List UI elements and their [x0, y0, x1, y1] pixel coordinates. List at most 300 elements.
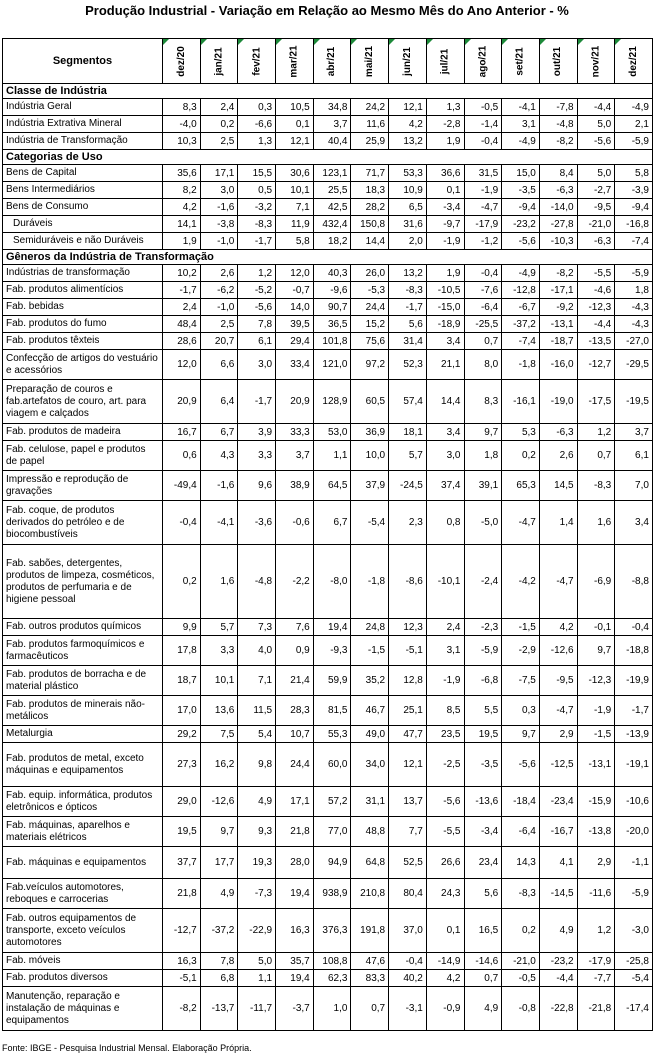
value-cell: 9,8 [238, 743, 276, 787]
value-cell: -12,6 [539, 636, 577, 666]
value-cell: -49,4 [163, 471, 201, 501]
value-cell: 7,5 [200, 726, 238, 743]
value-cell: -2,4 [464, 545, 502, 619]
value-cell: 16,2 [200, 743, 238, 787]
value-cell: -7,4 [502, 333, 540, 350]
value-cell: 3,1 [426, 636, 464, 666]
value-cell: 5,0 [577, 165, 615, 182]
value-cell: -4,4 [577, 316, 615, 333]
segment-label: Indústria de Transformação [3, 133, 163, 150]
value-cell: 8,3 [163, 99, 201, 116]
value-cell: 6,7 [313, 501, 351, 545]
value-cell: -9,4 [502, 199, 540, 216]
value-cell: 1,9 [426, 133, 464, 150]
value-cell: 3,9 [238, 424, 276, 441]
value-cell: 0,5 [238, 182, 276, 199]
table-row [3, 847, 653, 879]
value-cell: 40,4 [313, 133, 351, 150]
value-cell: 7,8 [200, 953, 238, 970]
month-label: fev/21 [251, 46, 263, 76]
value-cell: 14,0 [276, 299, 314, 316]
value-cell: -23,2 [539, 953, 577, 970]
value-cell: 14,4 [426, 380, 464, 424]
value-cell: 28,0 [276, 847, 314, 879]
value-cell: -1,0 [200, 233, 238, 250]
value-cell: 13,2 [389, 133, 427, 150]
value-cell: -5,4 [351, 501, 389, 545]
value-cell: 108,8 [313, 953, 351, 970]
month-header [426, 39, 464, 84]
segment-label: Fab. produtos têxteis [3, 333, 163, 350]
segment-label: Metalurgia [3, 726, 163, 743]
month-header [200, 39, 238, 84]
value-cell: 6,5 [389, 199, 427, 216]
value-cell: 2,1 [615, 116, 653, 133]
value-cell: -8,8 [615, 545, 653, 619]
value-cell: 4,1 [539, 847, 577, 879]
value-cell: 0,7 [464, 970, 502, 987]
value-cell: -8,3 [238, 216, 276, 233]
value-cell: 2,6 [539, 441, 577, 471]
value-cell: -14,9 [426, 953, 464, 970]
value-cell: 19,4 [276, 970, 314, 987]
value-cell: 13,6 [200, 696, 238, 726]
segment-label: Indústria Extrativa Mineral [3, 116, 163, 133]
value-cell: 3,3 [200, 636, 238, 666]
value-cell: -5,5 [426, 817, 464, 847]
value-cell: -4,4 [577, 99, 615, 116]
value-cell: -17,4 [615, 987, 653, 1031]
value-cell: -13,7 [200, 987, 238, 1031]
segment-label: Fab. outros equipamentos de transporte, exceto veículos automotores [3, 909, 163, 953]
value-cell: 60,0 [313, 743, 351, 787]
value-cell: -37,2 [502, 316, 540, 333]
value-cell: 0,8 [426, 501, 464, 545]
value-cell: -4,9 [502, 265, 540, 282]
value-cell: 36,5 [313, 316, 351, 333]
value-cell: 4,9 [238, 787, 276, 817]
value-cell: -5,5 [577, 265, 615, 282]
value-cell: 25,1 [389, 696, 427, 726]
value-cell: -16,8 [615, 216, 653, 233]
value-cell: 2,3 [389, 501, 427, 545]
value-cell: -3,1 [389, 987, 427, 1031]
value-cell: 9,7 [502, 726, 540, 743]
value-cell: -14,6 [464, 953, 502, 970]
value-cell: -10,5 [426, 282, 464, 299]
value-cell: 25,5 [313, 182, 351, 199]
value-cell: -1,2 [464, 233, 502, 250]
value-cell: -13,1 [539, 316, 577, 333]
value-cell: 31,5 [464, 165, 502, 182]
value-cell: -1,9 [426, 233, 464, 250]
month-header [313, 39, 351, 84]
table-row [3, 636, 653, 666]
value-cell: 18,7 [163, 666, 201, 696]
value-cell: 0,7 [577, 441, 615, 471]
value-cell: -13,1 [577, 743, 615, 787]
value-cell: 7,1 [238, 666, 276, 696]
value-cell: 10,1 [276, 182, 314, 199]
value-cell: -6,7 [502, 299, 540, 316]
value-cell: 5,0 [238, 953, 276, 970]
value-cell: 10,5 [276, 99, 314, 116]
value-cell: -4,1 [200, 501, 238, 545]
value-cell: 34,0 [351, 743, 389, 787]
value-cell: 2,4 [163, 299, 201, 316]
value-cell: 24,2 [351, 99, 389, 116]
value-cell: -6,6 [238, 116, 276, 133]
value-cell: -7,3 [238, 879, 276, 909]
value-cell: 28,2 [351, 199, 389, 216]
table-row [3, 726, 653, 743]
value-cell: 0,1 [426, 909, 464, 953]
value-cell: -5,2 [238, 282, 276, 299]
value-cell: -12,8 [502, 282, 540, 299]
value-cell: -5,9 [615, 133, 653, 150]
value-cell: 29,2 [163, 726, 201, 743]
value-cell: 90,7 [313, 299, 351, 316]
value-cell: 52,5 [389, 847, 427, 879]
value-cell: -1,7 [238, 233, 276, 250]
value-cell: 12,1 [389, 743, 427, 787]
value-cell: 19,4 [313, 619, 351, 636]
value-cell: 1,1 [238, 970, 276, 987]
value-cell: 13,2 [389, 265, 427, 282]
value-cell: 123,1 [313, 165, 351, 182]
value-cell: 8,5 [426, 696, 464, 726]
value-cell: -12,3 [577, 666, 615, 696]
value-cell: 1,6 [200, 545, 238, 619]
value-cell: -5,1 [389, 636, 427, 666]
value-cell: -12,6 [200, 787, 238, 817]
value-cell: -10,6 [615, 787, 653, 817]
value-cell: -6,3 [577, 233, 615, 250]
value-cell: 31,6 [389, 216, 427, 233]
month-label: nov/21 [590, 45, 602, 77]
value-cell: -9,3 [313, 636, 351, 666]
value-cell: 3,7 [615, 424, 653, 441]
value-cell: 21,8 [276, 817, 314, 847]
value-cell: 0,2 [502, 909, 540, 953]
value-cell: 11,6 [351, 116, 389, 133]
value-cell: -23,4 [539, 787, 577, 817]
value-cell: -9,5 [577, 199, 615, 216]
month-header [389, 39, 427, 84]
value-cell: -4,7 [464, 199, 502, 216]
value-cell: -27,8 [539, 216, 577, 233]
value-cell: -2,7 [577, 182, 615, 199]
value-cell: -12,3 [577, 299, 615, 316]
value-cell: -8,6 [389, 545, 427, 619]
segment-label: Impressão e reprodução de gravações [3, 471, 163, 501]
variation-table [2, 38, 653, 1031]
table-row [3, 299, 653, 316]
month-header [163, 39, 201, 84]
value-cell: 16,7 [163, 424, 201, 441]
value-cell: -1,7 [163, 282, 201, 299]
value-cell: 53,3 [389, 165, 427, 182]
value-cell: -1,0 [200, 299, 238, 316]
value-cell: -4,3 [615, 299, 653, 316]
value-cell: 5,6 [389, 316, 427, 333]
value-cell: 52,3 [389, 350, 427, 380]
value-cell: 2,6 [200, 265, 238, 282]
value-cell: 210,8 [351, 879, 389, 909]
value-cell: -1,7 [389, 299, 427, 316]
value-cell: 23,4 [464, 847, 502, 879]
value-cell: 15,2 [351, 316, 389, 333]
table-row [3, 216, 653, 233]
value-cell: 3,3 [238, 441, 276, 471]
table-row [3, 743, 653, 787]
value-cell: 21,4 [276, 666, 314, 696]
value-cell: 2,5 [200, 133, 238, 150]
value-cell: -5,9 [615, 265, 653, 282]
value-cell: 94,9 [313, 847, 351, 879]
page-title: Produção Industrial - Variação em Relação ao Mesmo Mês do Ano Anterior - % [85, 3, 569, 18]
value-cell: -2,5 [426, 743, 464, 787]
value-cell: -5,9 [464, 636, 502, 666]
value-cell: 9,7 [200, 817, 238, 847]
value-cell: 7,1 [276, 199, 314, 216]
value-cell: 4,3 [200, 441, 238, 471]
table-row [3, 165, 653, 182]
value-cell: 10,1 [200, 666, 238, 696]
value-cell: -8,2 [163, 987, 201, 1031]
table-row [3, 350, 653, 380]
value-cell: 42,5 [313, 199, 351, 216]
value-cell: 2,5 [200, 316, 238, 333]
value-cell: 2,4 [426, 619, 464, 636]
segment-label: Fab. outros produtos químicos [3, 619, 163, 636]
value-cell: -1,4 [464, 116, 502, 133]
segment-label: Indústrias de transformação [3, 265, 163, 282]
value-cell: 11,9 [276, 216, 314, 233]
value-cell: 3,7 [313, 116, 351, 133]
value-cell: -19,0 [539, 380, 577, 424]
value-cell: 6,1 [615, 441, 653, 471]
value-cell: -8,3 [389, 282, 427, 299]
section-title: Gêneros da Indústria de Transformação [3, 250, 653, 265]
value-cell: -0,9 [426, 987, 464, 1031]
value-cell: -21,0 [502, 953, 540, 970]
value-cell: 25,9 [351, 133, 389, 150]
value-cell: 4,0 [238, 636, 276, 666]
value-cell: 28,3 [276, 696, 314, 726]
value-cell: 39,5 [276, 316, 314, 333]
value-cell: 7,8 [238, 316, 276, 333]
value-cell: -6,2 [200, 282, 238, 299]
value-cell: 5,8 [276, 233, 314, 250]
value-cell: -1,5 [577, 726, 615, 743]
value-cell: -10,1 [426, 545, 464, 619]
value-cell: -18,9 [426, 316, 464, 333]
value-cell: 21,8 [163, 879, 201, 909]
value-cell: -1,5 [351, 636, 389, 666]
value-cell: 39,1 [464, 471, 502, 501]
value-cell: 55,3 [313, 726, 351, 743]
value-cell: -3,2 [238, 199, 276, 216]
value-cell: 48,8 [351, 817, 389, 847]
value-cell: 3,4 [426, 333, 464, 350]
value-cell: -1,8 [502, 350, 540, 380]
value-cell: 8,3 [464, 380, 502, 424]
segment-label: Fab. móveis [3, 953, 163, 970]
value-cell: 4,9 [539, 909, 577, 953]
value-cell: -1,6 [200, 471, 238, 501]
value-cell: 3,4 [615, 501, 653, 545]
value-cell: 57,2 [313, 787, 351, 817]
value-cell: -3,0 [615, 909, 653, 953]
value-cell: 19,5 [163, 817, 201, 847]
value-cell: -1,1 [615, 847, 653, 879]
value-cell: -0,5 [464, 99, 502, 116]
table-row [3, 265, 653, 282]
value-cell: 36,6 [426, 165, 464, 182]
value-cell: 18,3 [351, 182, 389, 199]
value-cell: -6,4 [502, 817, 540, 847]
value-cell: -8,3 [502, 879, 540, 909]
value-cell: 40,2 [389, 970, 427, 987]
value-cell: -14,5 [539, 879, 577, 909]
value-cell: -25,8 [615, 953, 653, 970]
table-row [3, 182, 653, 199]
value-cell: -17,1 [539, 282, 577, 299]
value-cell: 0,2 [200, 116, 238, 133]
value-cell: -13,8 [577, 817, 615, 847]
value-cell: -9,7 [426, 216, 464, 233]
value-cell: 4,2 [426, 970, 464, 987]
value-cell: -27,0 [615, 333, 653, 350]
month-header [464, 39, 502, 84]
segment-label: Fab. máquinas, aparelhos e materiais elétricos [3, 817, 163, 847]
value-cell: 6,7 [200, 424, 238, 441]
month-label: set/21 [515, 46, 527, 76]
value-cell: -3,5 [464, 743, 502, 787]
month-header [577, 39, 615, 84]
value-cell: -25,5 [464, 316, 502, 333]
value-cell: 376,3 [313, 909, 351, 953]
value-cell: 37,7 [163, 847, 201, 879]
value-cell: 48,4 [163, 316, 201, 333]
value-cell: -3,4 [426, 199, 464, 216]
value-cell: 12,3 [389, 619, 427, 636]
value-cell: -2,2 [276, 545, 314, 619]
value-cell: 7,3 [238, 619, 276, 636]
value-cell: 47,7 [389, 726, 427, 743]
value-cell: 18,1 [389, 424, 427, 441]
value-cell: 12,1 [389, 99, 427, 116]
value-cell: -5,4 [615, 970, 653, 987]
value-cell: -6,3 [539, 424, 577, 441]
value-cell: 17,7 [200, 847, 238, 879]
value-cell: 3,0 [426, 441, 464, 471]
value-cell: -10,3 [539, 233, 577, 250]
value-cell: 28,6 [163, 333, 201, 350]
value-cell: 24,3 [426, 879, 464, 909]
table-row [3, 380, 653, 424]
month-label: mai/21 [364, 45, 376, 77]
value-cell: -5,3 [351, 282, 389, 299]
segment-label: Bens de Consumo [3, 199, 163, 216]
segment-label: Fab. sabões, detergentes, produtos de limpeza, cosméticos, produtos de perfumaria e de higiene pessoal [3, 545, 163, 619]
value-cell: -4,0 [163, 116, 201, 133]
segment-label: Fab. produtos de metal, exceto máquinas e equipamentos [3, 743, 163, 787]
segment-label: Bens Intermediários [3, 182, 163, 199]
value-cell: -20,0 [615, 817, 653, 847]
value-cell: -4,8 [238, 545, 276, 619]
value-cell: -4,2 [502, 545, 540, 619]
value-cell: 2,9 [539, 726, 577, 743]
value-cell: 24,4 [351, 299, 389, 316]
value-cell: -4,9 [502, 133, 540, 150]
value-cell: -17,9 [577, 953, 615, 970]
segment-label: Fab. bebidas [3, 299, 163, 316]
value-cell: -1,7 [615, 696, 653, 726]
value-cell: 7,0 [615, 471, 653, 501]
table-row [3, 501, 653, 545]
value-cell: 29,0 [163, 787, 201, 817]
value-cell: -5,6 [577, 133, 615, 150]
value-cell: -1,5 [502, 619, 540, 636]
month-label: jul/21 [439, 48, 451, 74]
table-row [3, 953, 653, 970]
segment-label: Fab.veículos automotores, reboques e carrocerias [3, 879, 163, 909]
table-row [3, 282, 653, 299]
value-cell: -13,9 [615, 726, 653, 743]
month-label: dez/20 [175, 45, 187, 77]
value-cell: -5,6 [238, 299, 276, 316]
value-cell: 5,0 [577, 116, 615, 133]
value-cell: -8,2 [539, 133, 577, 150]
value-cell: 4,2 [163, 199, 201, 216]
value-cell: -18,7 [539, 333, 577, 350]
value-cell: -6,9 [577, 545, 615, 619]
value-cell: -22,9 [238, 909, 276, 953]
value-cell: 83,3 [351, 970, 389, 987]
value-cell: -11,6 [577, 879, 615, 909]
value-cell: 4,2 [539, 619, 577, 636]
value-cell: 81,5 [313, 696, 351, 726]
value-cell: -0,4 [389, 953, 427, 970]
value-cell: 12,8 [389, 666, 427, 696]
value-cell: 24,4 [276, 743, 314, 787]
value-cell: -4,7 [539, 545, 577, 619]
value-cell: 80,4 [389, 879, 427, 909]
value-cell: -15,0 [426, 299, 464, 316]
value-cell: -5,9 [615, 879, 653, 909]
table-row [3, 116, 653, 133]
value-cell: 21,1 [426, 350, 464, 380]
value-cell: 10,0 [351, 441, 389, 471]
month-label: out/21 [552, 46, 564, 76]
value-cell: 33,3 [276, 424, 314, 441]
value-cell: 60,5 [351, 380, 389, 424]
value-cell: -12,7 [163, 909, 201, 953]
value-cell: 4,9 [200, 879, 238, 909]
month-header [539, 39, 577, 84]
value-cell: -7,5 [502, 666, 540, 696]
value-cell: 35,7 [276, 953, 314, 970]
segment-label: Manutenção, reparação e instalação de máquinas e equipamentos [3, 987, 163, 1031]
value-cell: 1,8 [615, 282, 653, 299]
value-cell: 3,7 [276, 441, 314, 471]
value-cell: -4,6 [577, 282, 615, 299]
value-cell: 38,9 [276, 471, 314, 501]
segment-label: Fab. produtos de minerais não-metálicos [3, 696, 163, 726]
value-cell: 27,3 [163, 743, 201, 787]
